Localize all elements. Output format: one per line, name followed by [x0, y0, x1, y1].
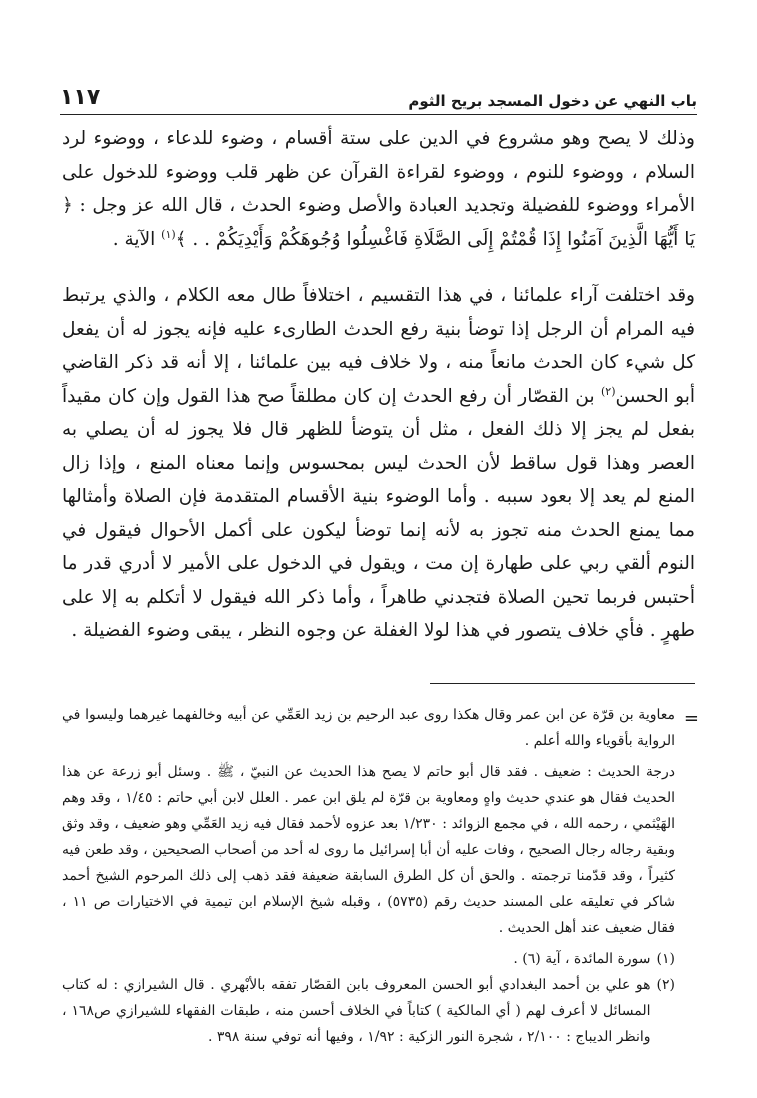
running-title: باب النهي عن دخول المسجد بريح الثوم	[408, 92, 697, 110]
page-header	[60, 80, 697, 115]
footnote-number: (٢)	[656, 977, 675, 993]
footnote-ref: (٢)	[600, 384, 616, 398]
paragraph-text: وقد اختلفت آراء علمائنا ، في هذا التقسيم ، اختلافاً طال معه الكلام ، والذي يرتبط فيه المرام أن الرجل إذا توضأ بنية رفع الحدث الطارىء عليه فإنه يجوز له أن يفعل كل شيء كان الحدث مانعاً منه ، ولا خلاف فيه بين علمائنا ، إلا أنه قد ذكر القاضي أبو الحسن	[62, 285, 695, 407]
footnote-grading: درجة الحديث : ضعيف . فقد قال أبو حاتم لا يصح هذا الحديث عن النبيّ ، ﷺ . وسئل أبو زرعة عن هذا الحديث فقال هو عندي حديث واهٍ ومعاوية بن قرّة لم يلق ابن عمر . العلل لابن أبي حاتم : ١/٤٥ ، وقد وهم الهَيْثمي ، رحمه الله ، في مجمع الزوائد : ١/٢٣٠ بعد عزوه لأحمد فقال فيه زيد العَمِّي وهو ضعيف ، وقد وثق وبقية رجاله رجال الصحيح ، وفات عليه أن أبا إسرائيل ما روى له أحد من أصحاب الصحيحين ، وقد طعن فيه كثيراً ، وقد قدّمنا ترجمته . والحق أن كل الطرق السابقة ضعيفة فقد ذهب إلى ذلك المرحوم الشيخ أحمد شاكر في تعليقه على المسند حديث رقم (٥٧٣٥) ، وقبله شيخ الإسلام ابن تيمية في الاختيارات ص ١١ ، فقال ضعيف عند أهل الحديث .	[62, 764, 676, 936]
footnote-continuation: معاوية بن قرّة عن ابن عمر وقال هكذا روى عبد الرحيم بن زيد العَمِّي عن أبيه وخالفهما غيرهما وليسوا في الرواية بأقوياء والله أعلم .	[62, 707, 675, 749]
paragraph	[62, 122, 695, 256]
continuation-mark: =	[683, 708, 699, 729]
footnote-item	[62, 946, 675, 972]
footnotes	[62, 702, 675, 1050]
footnote-divider	[430, 683, 695, 684]
footnote-text: سورة المائدة ، آية (٦) .	[513, 951, 651, 967]
footnote-number: (١)	[656, 951, 675, 967]
footnote-item	[62, 972, 675, 1050]
footnote-ref: (١)	[161, 227, 176, 241]
paragraph-text: بن القصّار أن رفع الحدث إن كان مطلقاً صح هذا القول وإن كان مقيداً بفعل لم يجز إلا ذلك الفعل ، مثل أن يتوضأ للظهر قال فلا يجوز له أن يصلي به العصر وهذا قول ساقط لأن الحدث ليس بمحسوس وإنما معناه المنع ، وإذا زال المنع لم يعد إلا بعود سببه . وأما الوضوء بنية الأقسام المتقدمة فإن الصلاة وأمثالها مما يمنع الحدث منه تجوز به لأنه إنما توضأ ليكون على أكمل الأحوال فيقول في النوم ألقي ربي على طهارة إن مت ، ويقول في الدخول على الأمير لا أدري قدر ما أحتبس فربما تحين الصلاة فتجدني طاهراً ، وأما ذكر الله فيقول لا أتكلم به إلا على طهرٍ . فأي خلاف يتصور في هذا لولا الغفلة عن وجوه النظر ، يبقى وضوء الفضيلة .	[62, 385, 695, 641]
footnote-text: هو علي بن أحمد البغدادي أبو الحسن المعروف بابن القصّار تفقه بالأبْهري . قال الشيرازي : له كتاب المسائل لا أعرف لهم ( أي المالكية ) كتاباً في الخلاف أحسن منه ، طبقات الفقهاء للشيرازي ص١٦٨ ، وانظر الديباج : ٢/١٠٠ ، شجرة النور الزكية : ١/٩٢ ، وفيها أنه توفي سنة ٣٩٨ .	[62, 977, 651, 1045]
paragraph-text: وذلك لا يصح وهو مشروع في الدين على ستة أقسام ، وضوء للدعاء ، ووضوء لرد السلام ، ووضوء للنوم ، ووضوء لقراءة القرآن عن ظهر قلب ووضوء للدخول على الأمراء ووضوء للفضيلة وتجديد العبادة والأصل وضوء الحدث ، قال الله عز وجل : ﴿ يَا أَيُّهَا الَّذِينَ آمَنُوا إِذَا قُمْتُمْ إِلَى الصَّلَاةِ فَاغْسِلُوا وُجُوهَكُمْ وَأَيْدِيَكُمْ . . ﴾	[62, 128, 695, 250]
main-text	[62, 122, 695, 648]
page-number: ١١٧	[60, 85, 101, 110]
paragraph-text: الآية .	[112, 228, 162, 250]
paragraph	[62, 279, 695, 648]
